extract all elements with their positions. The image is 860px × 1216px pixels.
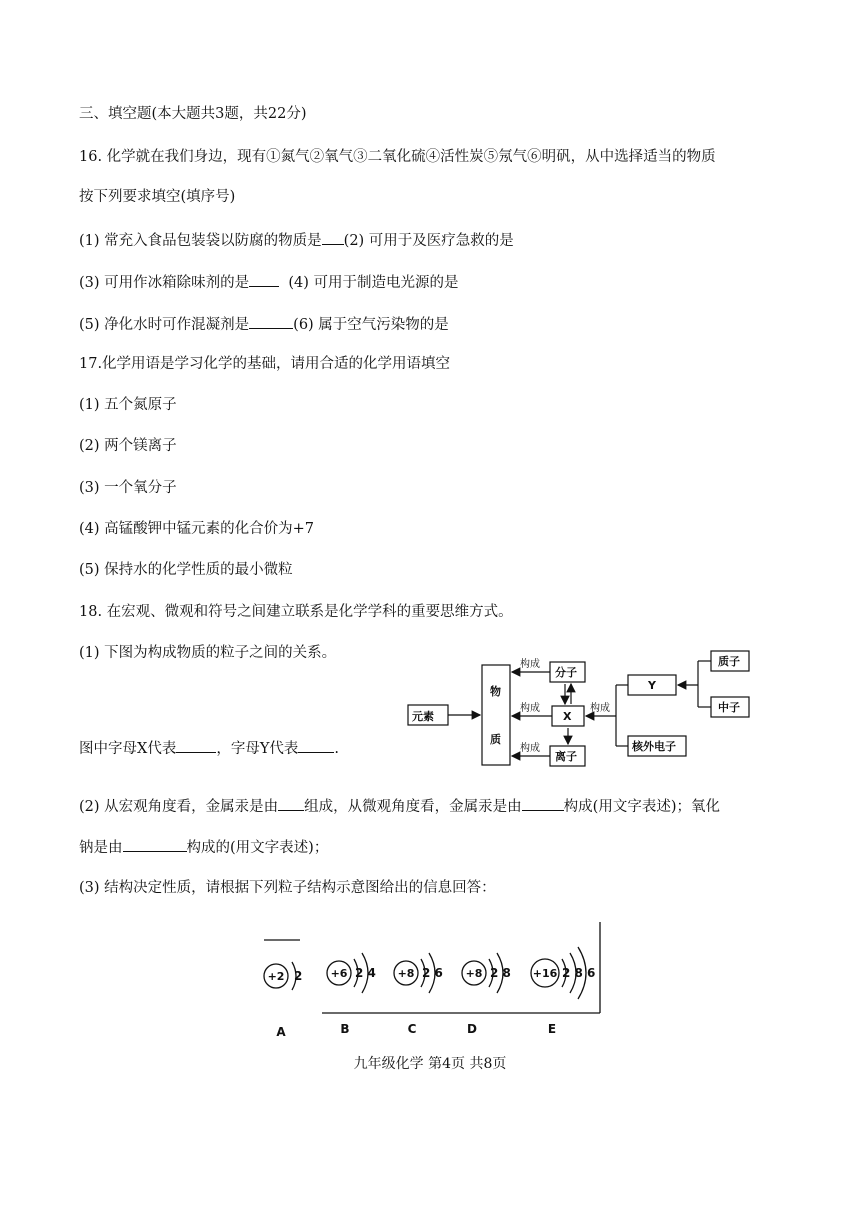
q18-mercury-micro-blank[interactable]	[522, 795, 564, 811]
q17-item: (5) 保持水的化学性质的最小微粒	[79, 562, 293, 578]
nucleus-charge: +6	[330, 967, 348, 980]
substance-box	[482, 665, 510, 765]
q18-part2-row1	[79, 795, 720, 817]
q16-row2	[79, 271, 459, 293]
q16-part3: (3) 可用作冰箱除味剂的是	[79, 275, 250, 291]
particle-relationship-diagram	[400, 645, 790, 775]
shell-electrons: 2 8	[490, 966, 511, 980]
q18-part3: (3) 结构决定性质，请根据下列粒子结构示意图给出的信息回答：	[79, 880, 496, 896]
q17-item: (3) 一个氧分子	[79, 480, 177, 496]
q18-y-blank[interactable]	[298, 737, 334, 753]
q18-part2-e: 构成的(用文字表述)；	[186, 840, 329, 856]
nucleus-charge: +8	[465, 967, 483, 980]
y-label: Y	[648, 679, 656, 692]
q18-part2-c: 构成(用文字表述)；氧化	[563, 799, 720, 815]
shell-electrons: 2	[294, 969, 303, 983]
x-label: X	[563, 710, 572, 723]
q16-row3	[79, 313, 449, 335]
q16-stem-line1: 16. 化学就在我们身边，现有①氮气②氧气③二氧化硫④活性炭⑤氖气⑥明矾，从中选择适当的物质	[79, 149, 716, 165]
element-label: 元素	[412, 710, 434, 723]
page-footer: 九年级化学 第4页 共8页	[353, 1056, 507, 1072]
q17-item: (1) 五个氮原子	[79, 397, 177, 413]
neutron-label: 中子	[718, 701, 740, 714]
constitute-label: 构成	[520, 659, 540, 670]
nucleus-charge: +16	[532, 967, 558, 980]
q18-sodium-oxide-blank[interactable]	[123, 836, 187, 852]
q16-part5: (5) 净化水时可作混凝剂是	[79, 317, 250, 333]
section-title: 三、填空题(本大题共3题，共22分)	[79, 106, 307, 122]
q16-part1: (1) 常充入食品包装袋以防腐的物质是	[79, 233, 322, 249]
q16-answer5-blank[interactable]	[249, 313, 293, 329]
constitute-label: 构成	[590, 703, 610, 714]
q16-row1	[79, 229, 514, 251]
q18-part1: (1) 下图为构成物质的粒子之间的关系。	[79, 645, 337, 661]
q18-part2-a: (2) 从宏观角度看，金属汞是由	[79, 799, 279, 815]
q17-stem: 17.化学用语是学习化学的基础，请用合适的化学用语填空	[79, 356, 451, 372]
q16-part4: (4) 可用于制造电光源的是	[288, 275, 459, 291]
q16-answer1-blank[interactable]	[322, 229, 344, 245]
q16-part2: (2) 可用于及医疗急救的是	[343, 233, 514, 249]
q18-part2-row2	[79, 836, 328, 858]
q18-x-label: 图中字母X代表	[79, 741, 177, 757]
nucleus-charge: +2	[267, 970, 285, 983]
q18-figure-question	[79, 737, 339, 759]
q16-answer3-blank[interactable]	[249, 271, 279, 287]
q18-y-label: ，字母Y代表	[216, 741, 299, 757]
q18-mercury-macro-blank[interactable]	[278, 795, 304, 811]
atom-label: C	[407, 1022, 417, 1036]
nucleus-charge: +8	[397, 967, 415, 980]
electron-label: 核外电子	[632, 740, 676, 753]
molecule-label: 分子	[555, 666, 577, 679]
q16-part6: (6) 属于空气污染物的是	[293, 317, 449, 333]
q18-x-blank[interactable]	[176, 737, 216, 753]
constitute-label: 构成	[520, 743, 540, 754]
substance-label: 质	[490, 733, 501, 746]
shell-electrons: 2 6	[422, 966, 443, 980]
ion-label: 离子	[555, 750, 577, 763]
proton-label: 质子	[718, 655, 740, 668]
atom-label: E	[547, 1022, 557, 1036]
q18-part2-d: 钠是由	[79, 840, 123, 856]
atom-label: B	[340, 1022, 350, 1036]
q18-stem: 18. 在宏观、微观和符号之间建立联系是化学学科的重要思维方式。	[79, 604, 513, 620]
substance-label: 物	[490, 685, 501, 698]
shell-electrons: 2 8 6	[562, 966, 596, 980]
q18-part2-b: 组成，从微观角度看，金属汞是由	[304, 799, 522, 815]
q18-end: .	[334, 741, 340, 757]
constitute-label: 构成	[520, 703, 540, 714]
q17-item: (2) 两个镁离子	[79, 438, 177, 454]
q16-stem-line2: 按下列要求填空(填序号)	[79, 189, 236, 205]
q17-item: (4) 高锰酸钾中锰元素的化合价为+7	[79, 521, 315, 537]
atom-label: D	[467, 1022, 477, 1036]
atom-label: A	[276, 1025, 286, 1039]
atomic-structure-diagrams	[250, 918, 610, 1043]
shell-electrons: 2 4	[355, 966, 376, 980]
